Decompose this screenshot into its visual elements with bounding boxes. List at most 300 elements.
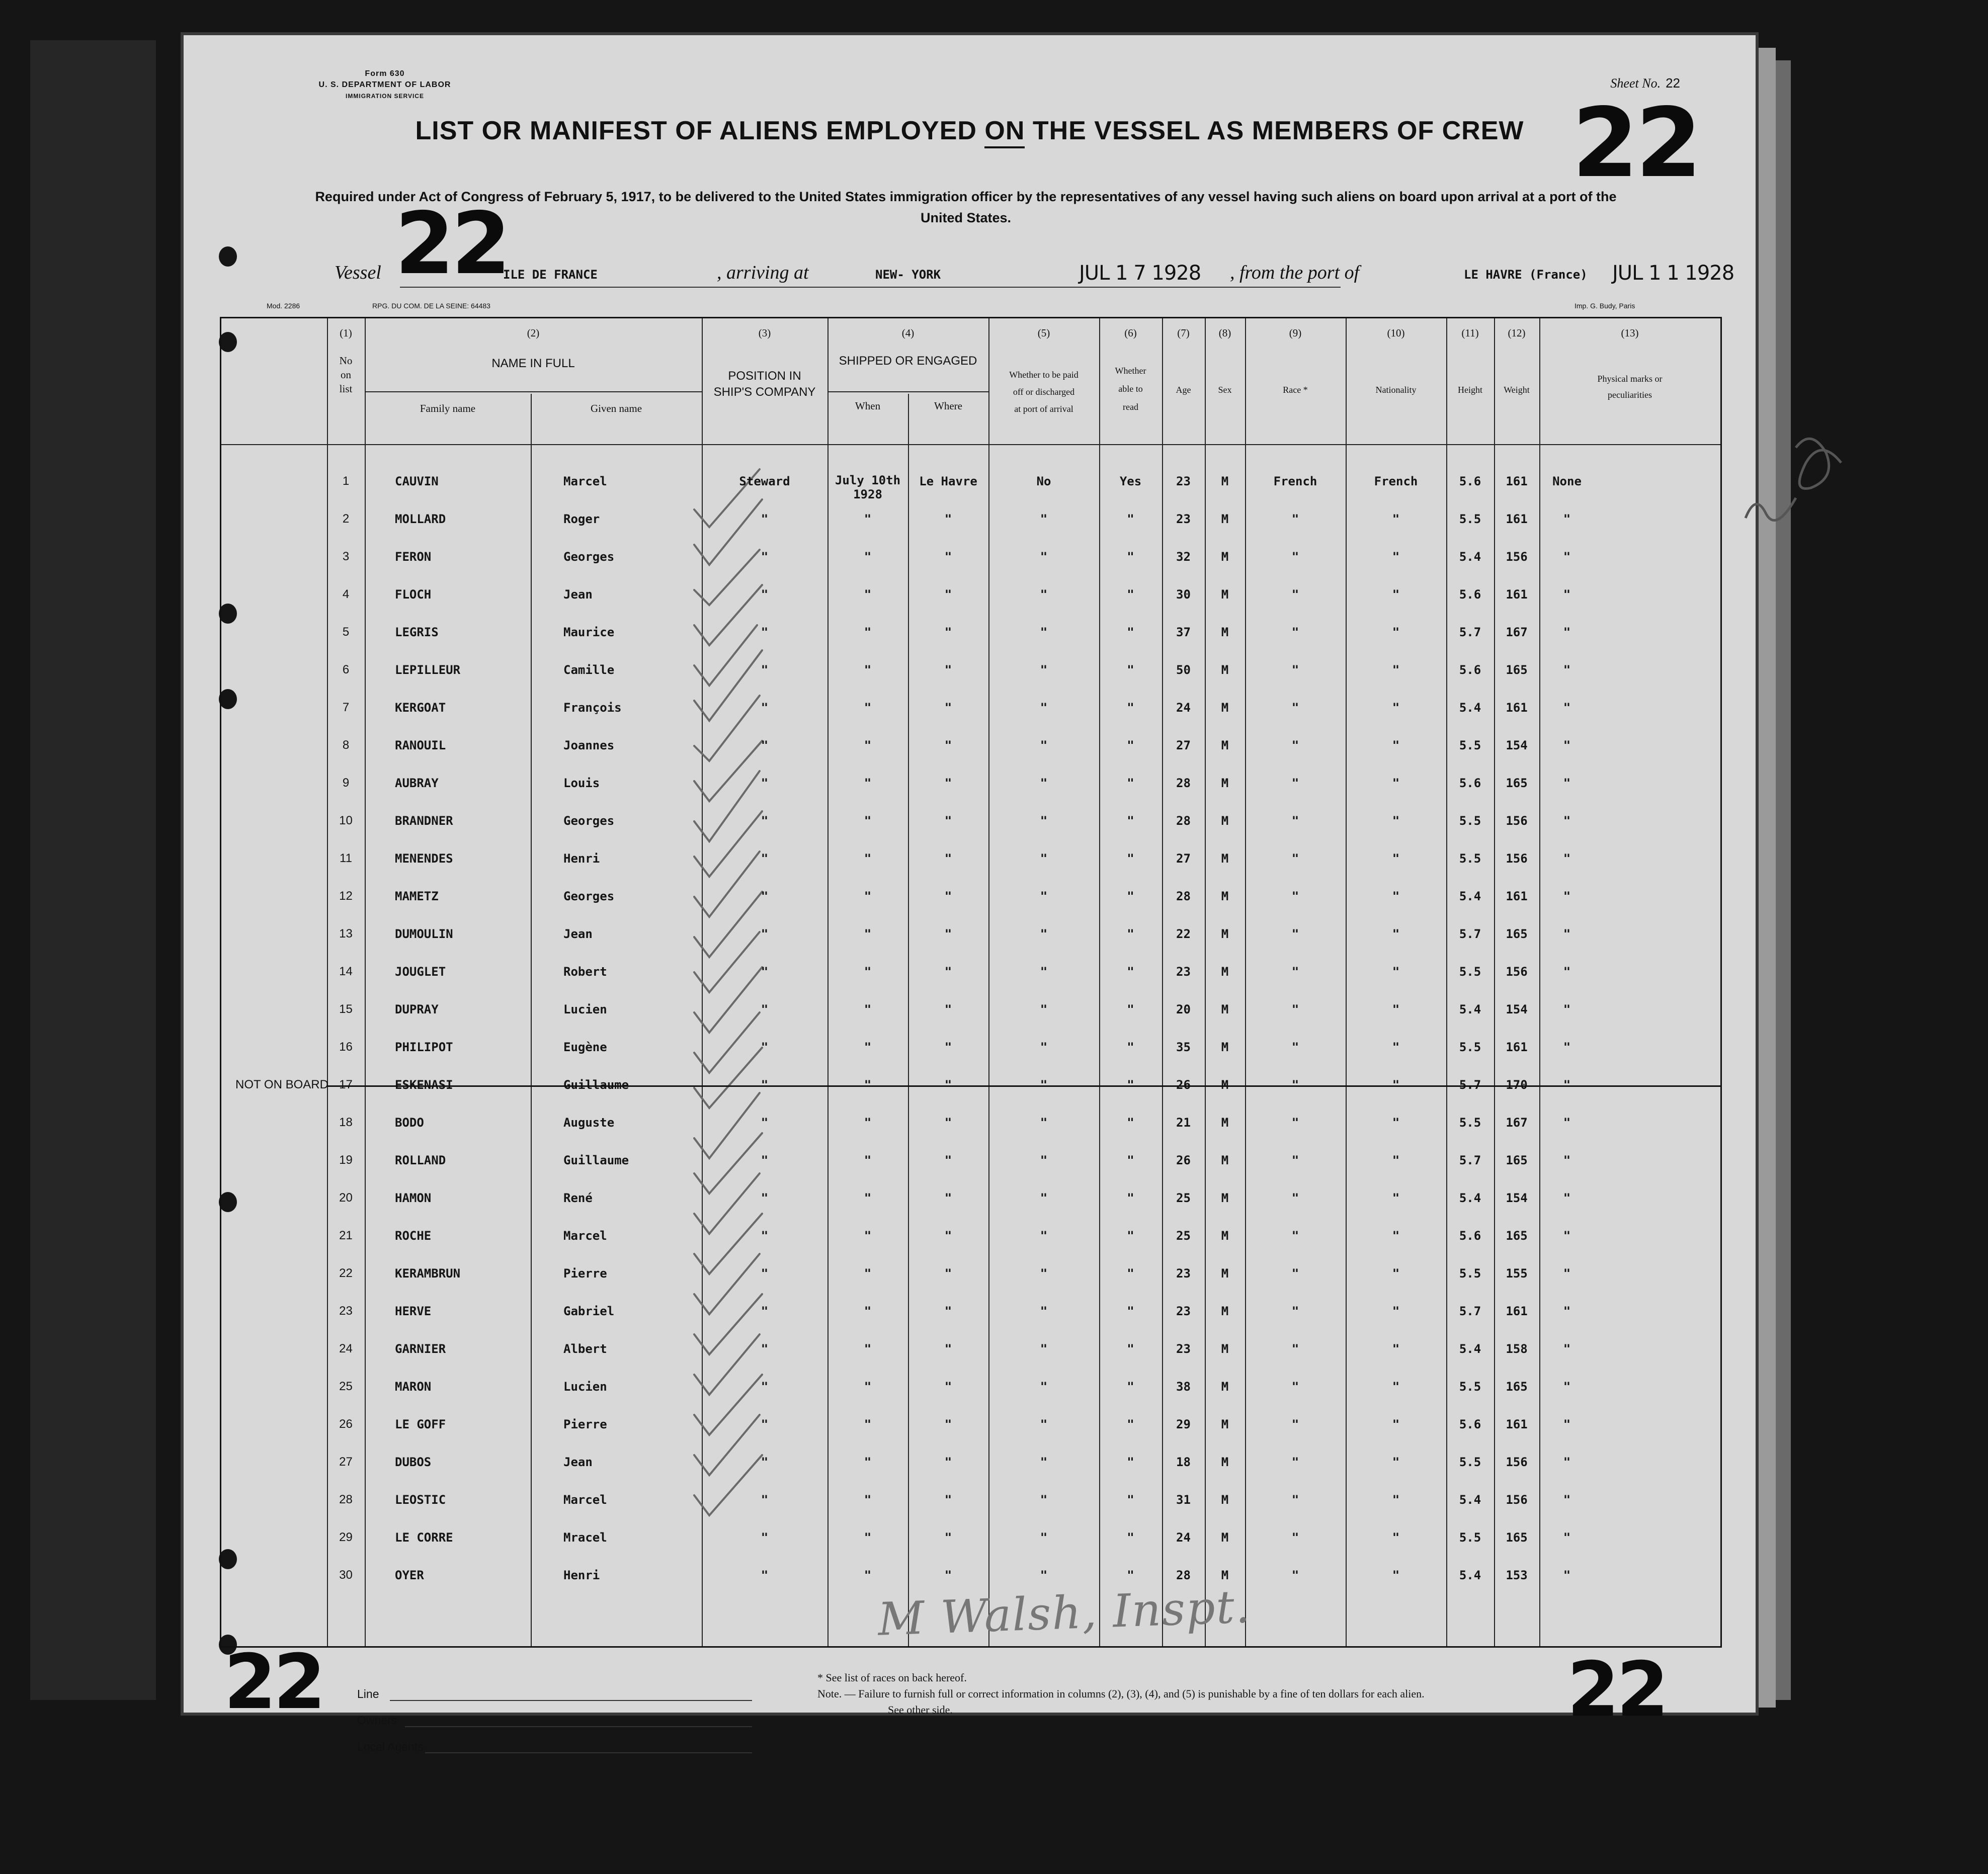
- cell-where: ": [944, 1530, 952, 1545]
- cell-age: 24: [1176, 1530, 1191, 1545]
- cell-height: 5.4: [1459, 1342, 1481, 1356]
- cell-height: 5.4: [1459, 889, 1481, 903]
- col2-family: Family name: [420, 402, 476, 414]
- cell-no: 20: [339, 1191, 353, 1205]
- cell-where: Le Havre: [919, 474, 977, 488]
- cell-marks: ": [1563, 1455, 1571, 1469]
- cell-height: 5.6: [1459, 587, 1481, 602]
- cell-family: LE GOFF: [395, 1417, 446, 1431]
- cell-family: FERON: [395, 550, 432, 564]
- col1-label-list: list: [339, 383, 353, 395]
- cell-read: ": [1127, 965, 1134, 979]
- cell-position: ": [761, 1040, 769, 1054]
- other-side-note: See other side.: [888, 1703, 953, 1716]
- cell-sex: M: [1221, 889, 1229, 903]
- cell-age: 37: [1176, 625, 1191, 639]
- header-bottom: [221, 444, 1720, 445]
- col13-label-1: Physical marks or: [1597, 374, 1663, 384]
- form-identification: [309, 68, 460, 102]
- cell-position: ": [761, 1078, 769, 1092]
- cell-height: 5.7: [1459, 625, 1481, 639]
- cell-where: ": [944, 1455, 952, 1469]
- cell-position: ": [761, 965, 769, 979]
- cell-sex: M: [1221, 587, 1229, 602]
- cell-family: ROLLAND: [395, 1153, 446, 1167]
- cell-position: ": [761, 1417, 769, 1431]
- cell-sex: M: [1221, 776, 1229, 790]
- cell-age: 23: [1176, 965, 1191, 979]
- cell-no: 1: [342, 474, 350, 488]
- cell-sex: M: [1221, 1342, 1229, 1356]
- cell-race: ": [1291, 625, 1299, 639]
- page-edge: [1756, 48, 1776, 1708]
- cell-paid: ": [1040, 889, 1048, 903]
- cell-read: ": [1127, 1078, 1134, 1092]
- cell-when: ": [864, 776, 872, 790]
- cell-weight: 167: [1506, 625, 1528, 639]
- cell-no: 24: [339, 1342, 353, 1355]
- col1-label-no: No: [339, 355, 353, 367]
- cell-where: ": [944, 927, 952, 941]
- cell-no: 11: [340, 851, 352, 865]
- col5-label-1: Whether to be paid: [1009, 370, 1079, 380]
- cell-where: ": [944, 587, 952, 602]
- page-number-vessel: 22: [395, 194, 508, 294]
- page-number-top-right: 22: [1572, 88, 1699, 199]
- cell-weight: 165: [1506, 1380, 1528, 1394]
- cell-where: ": [944, 512, 952, 526]
- cell-when: ": [864, 1078, 872, 1092]
- col8-num: (8): [1218, 327, 1231, 339]
- cell-family: ROCHE: [395, 1229, 432, 1243]
- cell-when: ": [864, 1266, 872, 1281]
- cell-weight: 154: [1506, 1191, 1528, 1205]
- cell-sex: M: [1221, 663, 1229, 677]
- inspector-signature: M Walsh, Inspt.: [877, 1580, 1252, 1646]
- cell-read: ": [1127, 701, 1134, 715]
- cell-given: Marcel: [563, 1493, 607, 1507]
- cell-given: Guillaume: [563, 1078, 629, 1092]
- cell-family: BODO: [395, 1116, 424, 1130]
- cell-position: Steward: [739, 474, 790, 488]
- cell-when: ": [864, 550, 872, 564]
- col10-label: Nationality: [1375, 385, 1417, 395]
- owners-label: Owners: [357, 1714, 397, 1727]
- cell-given: Joannes: [563, 738, 615, 752]
- cell-marks: ": [1563, 776, 1571, 790]
- cell-family: MENENDES: [395, 851, 453, 866]
- cell-age: 28: [1176, 889, 1191, 903]
- cell-given: Albert: [563, 1342, 607, 1356]
- cell-where: ": [944, 1266, 952, 1281]
- cell-no: 8: [342, 738, 350, 752]
- cell-race: French: [1273, 474, 1317, 488]
- cell-no: 19: [339, 1153, 353, 1167]
- cell-age: 24: [1176, 701, 1191, 715]
- cell-marks: ": [1563, 1493, 1571, 1507]
- cell-nationality: ": [1392, 927, 1400, 941]
- cell-weight: 153: [1506, 1568, 1528, 1582]
- cell-height: 5.5: [1459, 1380, 1481, 1394]
- title-part-3: THE VESSEL AS MEMBERS OF CREW: [1025, 116, 1524, 145]
- col12-num: (12): [1508, 327, 1526, 339]
- cell-family: KERGOAT: [395, 701, 446, 715]
- cell-marks: ": [1563, 1530, 1571, 1545]
- cell-race: ": [1291, 1266, 1299, 1281]
- owners-underline: [405, 1726, 752, 1727]
- cell-sex: M: [1221, 738, 1229, 752]
- cell-age: 26: [1176, 1153, 1191, 1167]
- cell-age: 26: [1176, 1078, 1191, 1092]
- cell-no: 18: [339, 1116, 353, 1129]
- cell-sex: M: [1221, 1191, 1229, 1205]
- cell-height: 5.6: [1459, 776, 1481, 790]
- cell-no: 27: [339, 1455, 353, 1469]
- cell-position: ": [761, 851, 769, 866]
- cell-age: 28: [1176, 1568, 1191, 1582]
- page-number-bottom-left: 22: [224, 1639, 323, 1726]
- cell-paid: ": [1040, 965, 1048, 979]
- cell-marks: None: [1552, 474, 1582, 488]
- cell-family: MAMETZ: [395, 889, 439, 903]
- cell-where: ": [944, 1002, 952, 1016]
- col5-label-2: off or discharged: [1013, 387, 1075, 397]
- cell-weight: 161: [1506, 587, 1528, 602]
- cell-no: 2: [342, 512, 350, 526]
- cell-height: 5.7: [1459, 1153, 1481, 1167]
- cell-age: 28: [1176, 814, 1191, 828]
- cell-sex: M: [1221, 1493, 1229, 1507]
- cell-read: ": [1127, 1380, 1134, 1394]
- cell-position: ": [761, 1002, 769, 1016]
- cell-given: Georges: [563, 889, 615, 903]
- cell-paid: ": [1040, 1078, 1048, 1092]
- from-label: , from the port of: [1230, 262, 1360, 283]
- cell-given: Lucien: [563, 1380, 607, 1394]
- cell-paid: ": [1040, 663, 1048, 677]
- cell-when: ": [864, 851, 872, 866]
- cell-height: 5.6: [1459, 1417, 1481, 1431]
- cell-read: ": [1127, 512, 1134, 526]
- cell-paid: ": [1040, 1116, 1048, 1130]
- cell-race: ": [1291, 1417, 1299, 1431]
- cell-sex: M: [1221, 1304, 1229, 1318]
- cell-race: ": [1291, 738, 1299, 752]
- cell-nationality: ": [1392, 1266, 1400, 1281]
- cell-marks: ": [1563, 814, 1571, 828]
- cell-race: ": [1291, 1078, 1299, 1092]
- col9-label: Race *: [1283, 385, 1308, 395]
- not-on-board-note: NOT ON BOARD: [235, 1078, 328, 1091]
- cell-family: DUMOULIN: [395, 927, 453, 941]
- cell-where: ": [944, 1078, 952, 1092]
- cell-position: ": [761, 587, 769, 602]
- cell-age: 21: [1176, 1116, 1191, 1130]
- col4-num: (4): [901, 327, 915, 339]
- cell-paid: ": [1040, 701, 1048, 715]
- cell-no: 9: [342, 776, 350, 790]
- cell-position: ": [761, 1229, 769, 1243]
- cell-when: ": [864, 1455, 872, 1469]
- cell-nationality: ": [1392, 1380, 1400, 1394]
- cell-race: ": [1291, 776, 1299, 790]
- cell-race: ": [1291, 1530, 1299, 1545]
- cell-weight: 161: [1506, 1040, 1528, 1054]
- cell-given: Robert: [563, 965, 607, 979]
- cell-when: ": [864, 663, 872, 677]
- cell-family: FLOCH: [395, 587, 432, 602]
- cell-given: Louis: [563, 776, 600, 790]
- cell-when: ": [864, 965, 872, 979]
- cell-sex: M: [1221, 625, 1229, 639]
- cell-given: Henri: [563, 1568, 600, 1582]
- cell-paid: ": [1040, 1417, 1048, 1431]
- col2-label: NAME IN FULL: [491, 357, 575, 370]
- cell-no: 22: [339, 1266, 353, 1280]
- cell-position: ": [761, 1530, 769, 1545]
- header-subline: [365, 391, 702, 392]
- cell-where: ": [944, 738, 952, 752]
- cell-weight: 161: [1506, 701, 1528, 715]
- cell-marks: ": [1563, 1568, 1571, 1582]
- cell-height: 5.5: [1459, 851, 1481, 866]
- cell-when: ": [864, 1380, 872, 1394]
- cell-when: ": [864, 1342, 872, 1356]
- vessel-line: [184, 262, 1756, 292]
- cell-given: Pierre: [563, 1266, 607, 1281]
- cell-read: ": [1127, 927, 1134, 941]
- cell-age: 28: [1176, 776, 1191, 790]
- cell-position: ": [761, 1191, 769, 1205]
- cell-given: Marcel: [563, 474, 607, 488]
- cell-position: ": [761, 512, 769, 526]
- cell-when: ": [864, 512, 872, 526]
- penalty-note: Note. — Failure to furnish full or correct information in columns (2), (3), (4), and (5) is punishable by a fine of ten dollars for each alien.: [817, 1687, 1425, 1700]
- cell-when: ": [864, 738, 872, 752]
- cell-height: 5.4: [1459, 1191, 1481, 1205]
- cell-no: 10: [339, 814, 353, 827]
- cell-marks: ": [1563, 1266, 1571, 1281]
- cell-no: 12: [339, 889, 353, 903]
- cell-race: ": [1291, 1229, 1299, 1243]
- vessel-name: ILE DE FRANCE: [503, 268, 598, 282]
- cell-paid: ": [1040, 1191, 1048, 1205]
- cell-family: JOUGLET: [395, 965, 446, 979]
- cell-race: ": [1291, 889, 1299, 903]
- col11-num: (11): [1461, 327, 1479, 339]
- col2-num: (2): [527, 327, 540, 339]
- cell-where: ": [944, 851, 952, 866]
- col10-num: (10): [1387, 327, 1405, 339]
- line-underline: [390, 1700, 752, 1701]
- cell-race: ": [1291, 1153, 1299, 1167]
- page-edge-shadow: [1776, 60, 1791, 1700]
- cell-nationality: ": [1392, 1040, 1400, 1054]
- cell-sex: M: [1221, 927, 1229, 941]
- cell-paid: ": [1040, 1493, 1048, 1507]
- cell-where: ": [944, 1417, 952, 1431]
- cell-sex: M: [1221, 1380, 1229, 1394]
- margin-scribble: [1735, 417, 1866, 548]
- cell-sex: M: [1221, 1153, 1229, 1167]
- cell-age: 25: [1176, 1229, 1191, 1243]
- cell-read: ": [1127, 851, 1134, 866]
- cell-marks: ": [1563, 1229, 1571, 1243]
- cell-paid: ": [1040, 814, 1048, 828]
- cell-sex: M: [1221, 1417, 1229, 1431]
- cell-marks: ": [1563, 1078, 1571, 1092]
- cell-when: ": [864, 1040, 872, 1054]
- cell-read: ": [1127, 1040, 1134, 1054]
- cell-nationality: ": [1392, 663, 1400, 677]
- cell-height: 5.6: [1459, 1229, 1481, 1243]
- cell-where: ": [944, 965, 952, 979]
- cell-weight: 165: [1506, 1229, 1528, 1243]
- cell-sex: M: [1221, 1568, 1229, 1582]
- cell-given: Henri: [563, 851, 600, 866]
- col1-num: (1): [340, 327, 352, 339]
- departure-date-stamp: JUL 1 1 1928: [1612, 262, 1734, 285]
- cell-read: ": [1127, 625, 1134, 639]
- cell-age: 25: [1176, 1191, 1191, 1205]
- cell-where: ": [944, 1304, 952, 1318]
- cell-paid: No: [1036, 474, 1051, 488]
- cell-given: Auguste: [563, 1116, 615, 1130]
- registry-number: RPG. DU COM. DE LA SEINE: 64483: [372, 302, 490, 310]
- cell-where: ": [944, 1380, 952, 1394]
- cell-read: ": [1127, 1530, 1134, 1545]
- col3-label-1: POSITION IN: [728, 369, 801, 383]
- subtitle: Required under Act of Congress of February 5, 1917, to be delivered to the United States immigration officer by the representatives of any vessel having such aliens on board upon arrival at a port of the United States.: [315, 189, 1617, 225]
- cell-where: ": [944, 550, 952, 564]
- cell-nationality: ": [1392, 701, 1400, 715]
- form-number: Form 630: [365, 69, 405, 78]
- cell-no: 7: [342, 701, 350, 714]
- cell-position: ": [761, 889, 769, 903]
- cell-sex: M: [1221, 965, 1229, 979]
- cell-age: 31: [1176, 1493, 1191, 1507]
- cell-when: ": [864, 1229, 872, 1243]
- cell-when: ": [864, 701, 872, 715]
- cell-nationality: ": [1392, 1568, 1400, 1582]
- sheet-value: 22: [1666, 75, 1680, 91]
- cell-when: ": [864, 889, 872, 903]
- cell-family: HAMON: [395, 1191, 432, 1205]
- col1-label-on: on: [341, 369, 351, 381]
- cell-weight: 154: [1506, 738, 1528, 752]
- col4-label: SHIPPED OR ENGAGED: [839, 354, 977, 368]
- cell-no: 16: [339, 1040, 353, 1054]
- cell-sex: M: [1221, 851, 1229, 866]
- vessel-label: Vessel: [335, 262, 381, 283]
- cell-weight: 170: [1506, 1078, 1528, 1092]
- cell-race: ": [1291, 1342, 1299, 1356]
- cell-nationality: ": [1392, 1417, 1400, 1431]
- cell-paid: ": [1040, 1002, 1048, 1016]
- cell-family: LEPILLEUR: [395, 663, 461, 677]
- cell-height: 5.7: [1459, 1078, 1481, 1092]
- cell-marks: ": [1563, 1417, 1571, 1431]
- cell-where: ": [944, 1493, 952, 1507]
- cell-no: 5: [342, 625, 350, 639]
- cell-family: LEOSTIC: [395, 1493, 446, 1507]
- vessel-underline: [400, 287, 903, 288]
- cell-position: ": [761, 625, 769, 639]
- cell-family: BRANDNER: [395, 814, 453, 828]
- cell-position: ": [761, 1116, 769, 1130]
- col3-num: (3): [758, 327, 771, 339]
- cell-nationality: ": [1392, 1116, 1400, 1130]
- cell-position: ": [761, 1568, 769, 1582]
- cell-nationality: ": [1392, 814, 1400, 828]
- cell-read: ": [1127, 1455, 1134, 1469]
- cell-age: 22: [1176, 927, 1191, 941]
- cell-family: ESKENASI: [395, 1078, 453, 1092]
- cell-given: Maurice: [563, 625, 615, 639]
- cell-when: ": [864, 1153, 872, 1167]
- cell-given: Jean: [563, 1455, 593, 1469]
- cell-race: ": [1291, 512, 1299, 526]
- cell-read: ": [1127, 814, 1134, 828]
- cell-position: ": [761, 1266, 769, 1281]
- cell-given: Lucien: [563, 1002, 607, 1016]
- scan-edge-left: [30, 40, 156, 1700]
- cell-given: Georges: [563, 550, 615, 564]
- cell-where: ": [944, 1191, 952, 1205]
- cell-paid: ": [1040, 927, 1048, 941]
- cell-marks: ": [1563, 701, 1571, 715]
- col6-label-3: read: [1123, 402, 1138, 412]
- cell-nationality: ": [1392, 889, 1400, 903]
- cell-when: ": [864, 1493, 872, 1507]
- cell-paid: ": [1040, 1266, 1048, 1281]
- cell-nationality: ": [1392, 1191, 1400, 1205]
- cell-where: ": [944, 776, 952, 790]
- manifest-page: [184, 35, 1756, 1753]
- cell-position: ": [761, 663, 769, 677]
- col-divider: [531, 394, 532, 1646]
- cell-position: ": [761, 1380, 769, 1394]
- cell-read: ": [1127, 550, 1134, 564]
- cell-age: 23: [1176, 512, 1191, 526]
- cell-age: 20: [1176, 1002, 1191, 1016]
- cell-where: ": [944, 889, 952, 903]
- page-number-bottom-right: 22: [1567, 1646, 1666, 1734]
- cell-sex: M: [1221, 814, 1229, 828]
- cell-marks: ": [1563, 889, 1571, 903]
- cell-where: ": [944, 1116, 952, 1130]
- race-note: * See list of races on back hereof.: [817, 1671, 967, 1684]
- cell-nationality: ": [1392, 1229, 1400, 1243]
- cell-when: ": [864, 1304, 872, 1318]
- cell-age: 23: [1176, 474, 1191, 488]
- cell-age: 50: [1176, 663, 1191, 677]
- cell-weight: 161: [1506, 474, 1528, 488]
- cell-where: ": [944, 663, 952, 677]
- cell-race: ": [1291, 1493, 1299, 1507]
- cell-height: 5.4: [1459, 1493, 1481, 1507]
- cell-given: Camille: [563, 663, 615, 677]
- cell-sex: M: [1221, 1116, 1229, 1130]
- cell-given: Guillaume: [563, 1153, 629, 1167]
- footer-notes: [787, 1670, 1602, 1718]
- cell-no: 14: [339, 965, 353, 978]
- cell-weight: 155: [1506, 1266, 1528, 1281]
- cell-age: 23: [1176, 1342, 1191, 1356]
- cell-age: 27: [1176, 851, 1191, 866]
- cell-given: Marcel: [563, 1229, 607, 1243]
- printer: Imp. G. Budy, Paris: [1575, 302, 1635, 310]
